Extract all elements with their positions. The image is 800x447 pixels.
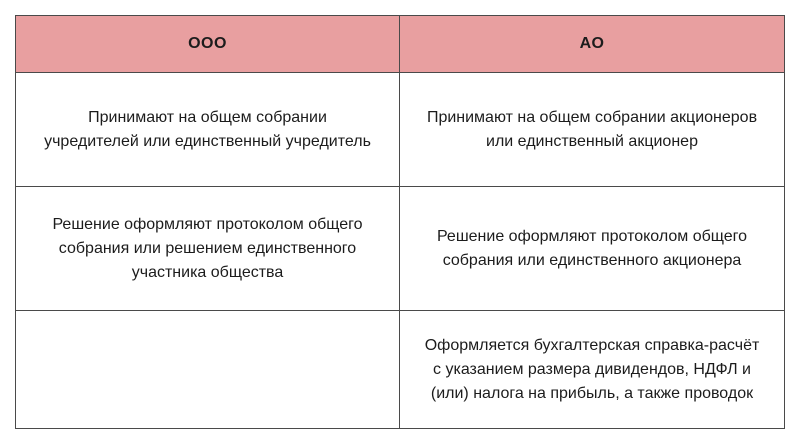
row2-ao-cell: Решение оформляют протоколом общего собрания или единственного акционера — [400, 187, 784, 311]
comparison-table — [15, 15, 785, 429]
row3-ao-cell: Оформляется бухгалтерская справка-расчёт с указанием размера дивидендов, НДФЛ и (или) налога на прибыль, а также проводок — [424, 336, 760, 402]
row2-ooo-cell: Решение оформляют протоколом общего собрания или решением единственного участника общества — [16, 187, 400, 311]
header-ao: АО — [400, 16, 784, 73]
header-ooo: ООО — [16, 16, 400, 73]
row1-ooo-cell: Принимают на общем собрании учредителей или единственный учредитель — [16, 73, 400, 187]
row1-ao-cell: Принимают на общем собрании акционеров или единственный акционер — [400, 73, 784, 187]
row3-ooo-cell — [16, 311, 400, 428]
